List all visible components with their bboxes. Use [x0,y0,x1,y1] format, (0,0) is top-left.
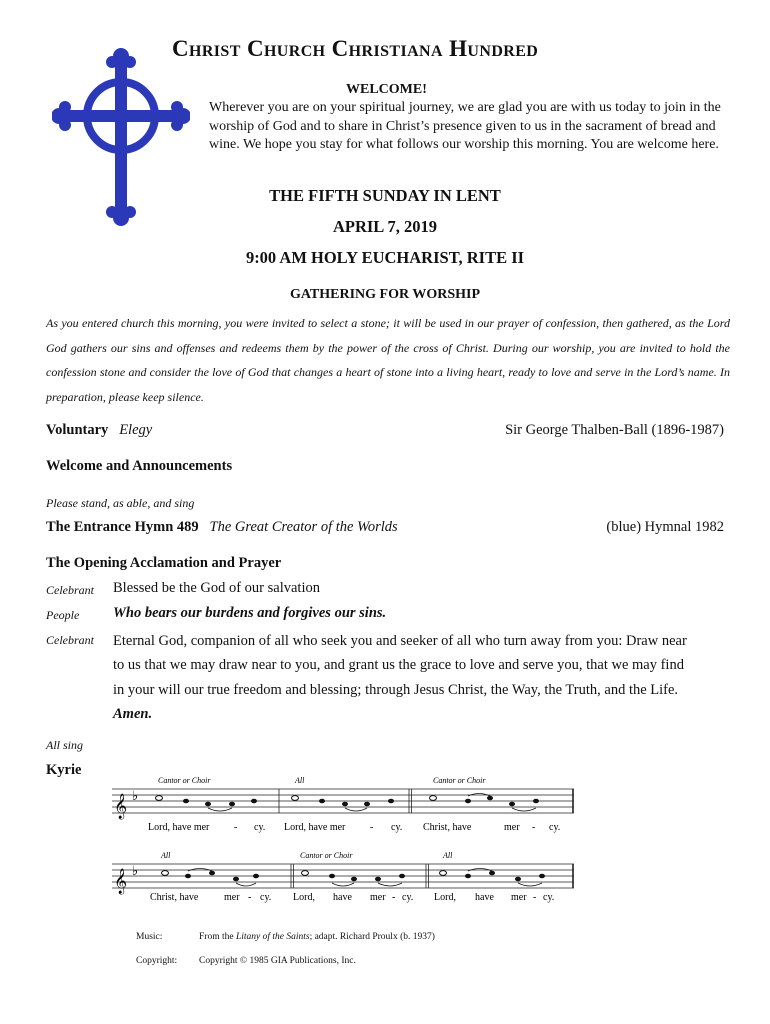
speaker-label: Celebrant [46,633,94,647]
lyric: mer [370,892,386,903]
music-cue: Cantor or Choir [433,776,486,785]
lyric: Lord, [434,892,456,903]
lyric: mer [511,892,527,903]
stand-note: Please stand, as able, and sing [46,496,195,510]
voluntary-line [46,422,152,439]
lyric: cy. [549,822,561,833]
gathering-text: As you entered church this morning, you were invited to select a stone; it will be used in our prayer of confession, then gathered, as the Lord God gathers our sins and offenses and redeems them by the power of the cross of Christ. During our worship, you are invited to hold the confession stone and consider the love of God that changes a heart of stone into a living heart, ready to love and serve in the Lord’s name. In preparation, please keep silence. [46,316,730,404]
entrance-hymn-line [46,519,398,536]
flat-sign-icon: ♭ [132,863,139,878]
lyric: have [333,892,352,903]
lyric: mer [224,892,240,903]
lyric: - [532,822,536,833]
lyric: cy. [254,822,266,833]
lyric: cy. [260,892,272,903]
entrance-hymn-title: The Great Creator of the Worlds [209,519,398,535]
voluntary-label: Voluntary [46,422,109,438]
music-credit-title: Litany of the Saints [235,932,310,942]
announcements-heading: Welcome and Announcements [46,458,233,474]
gathering-heading: GATHERING FOR WORSHIP [289,287,481,302]
lyric: - [370,822,374,833]
voluntary-composer: Sir George Thalben-Ball (1896-1987) [505,422,724,438]
lyric: - [234,822,238,833]
treble-clef-icon: 𝄞 [114,868,128,893]
music-credit [199,932,435,942]
lyric: Lord, [293,892,315,903]
music-cue: Cantor or Choir [158,776,211,785]
flat-sign-icon: ♭ [132,788,139,803]
lyric: - [392,892,396,903]
music-credit-post: ; adapt. Richard Proulx (b. 1937) [309,932,435,942]
speaker-label: Celebrant [46,583,94,597]
speaker-label: People [46,608,80,622]
lyric: have [475,892,494,903]
service-time: 9:00 AM HOLY EUCHARIST, RITE II [245,248,525,267]
kyrie-heading: Kyrie [46,762,82,778]
all-sing-note: All sing [46,738,84,752]
voluntary-title: Elegy [119,422,153,438]
welcome-text: Wherever you are on your spiritual journey, we are glad you are with us today to join in the worship of God and to share in Christ’s presence given to us in the sacrament of bread and wine. We hope you stay for what follows our worship this morning. You are welcome here. [209,100,721,152]
lyric: - [533,892,537,903]
music-cue: All [443,851,453,860]
lyric: Christ, have [150,892,199,903]
lyric: mer [504,822,520,833]
lyric: Christ, have [423,822,472,833]
treble-clef-icon: 𝄞 [114,793,128,818]
entrance-hymn-label: The Entrance Hymn 489 [46,519,199,535]
lyric: cy. [402,892,414,903]
kyrie-music-system-1 [108,770,578,840]
collect-text: Eternal God, companion of all who seek you and seeker of all who turn away from you: Draw near to us that we may draw near to you, and grant us the grace to love and serve you, that we may find in your will our true freedom and blessing; through Jesus Christ, the Way, the Truth, and the Life. [113,633,687,698]
copyright-text: Copyright © 1985 GIA Publications, Inc. [199,956,356,966]
lyric: - [248,892,252,903]
acclamation-heading: The Opening Acclamation and Prayer [46,555,282,571]
kyrie-music-system-2 [108,845,578,915]
acclamation-response: Who bears our burdens and forgives our sins. [113,605,387,621]
lyric: Lord, have mer [284,822,346,833]
music-credit-pre: From the [199,932,236,942]
acclamation-line: Blessed be the God of our salvation [113,580,320,596]
welcome-heading: WELCOME! [346,82,427,97]
lyric: cy. [543,892,555,903]
copyright-label: Copyright: [136,956,178,966]
entrance-hymn-source: (blue) Hymnal 1982 [606,519,724,535]
music-cue: Cantor or Choir [300,851,353,860]
lyric: Lord, have mer [148,822,210,833]
sunday-title: THE FIFTH SUNDAY IN LENT [269,186,501,205]
amen-response: Amen. [113,705,153,722]
music-cue: All [295,776,305,785]
church-title: Christ Church Christiana Hundred [172,36,539,61]
collect-prayer [113,629,688,726]
music-label: Music: [136,932,163,942]
lyric: cy. [391,822,403,833]
service-date: APRIL 7, 2019 [332,217,438,236]
music-cue: All [161,851,171,860]
